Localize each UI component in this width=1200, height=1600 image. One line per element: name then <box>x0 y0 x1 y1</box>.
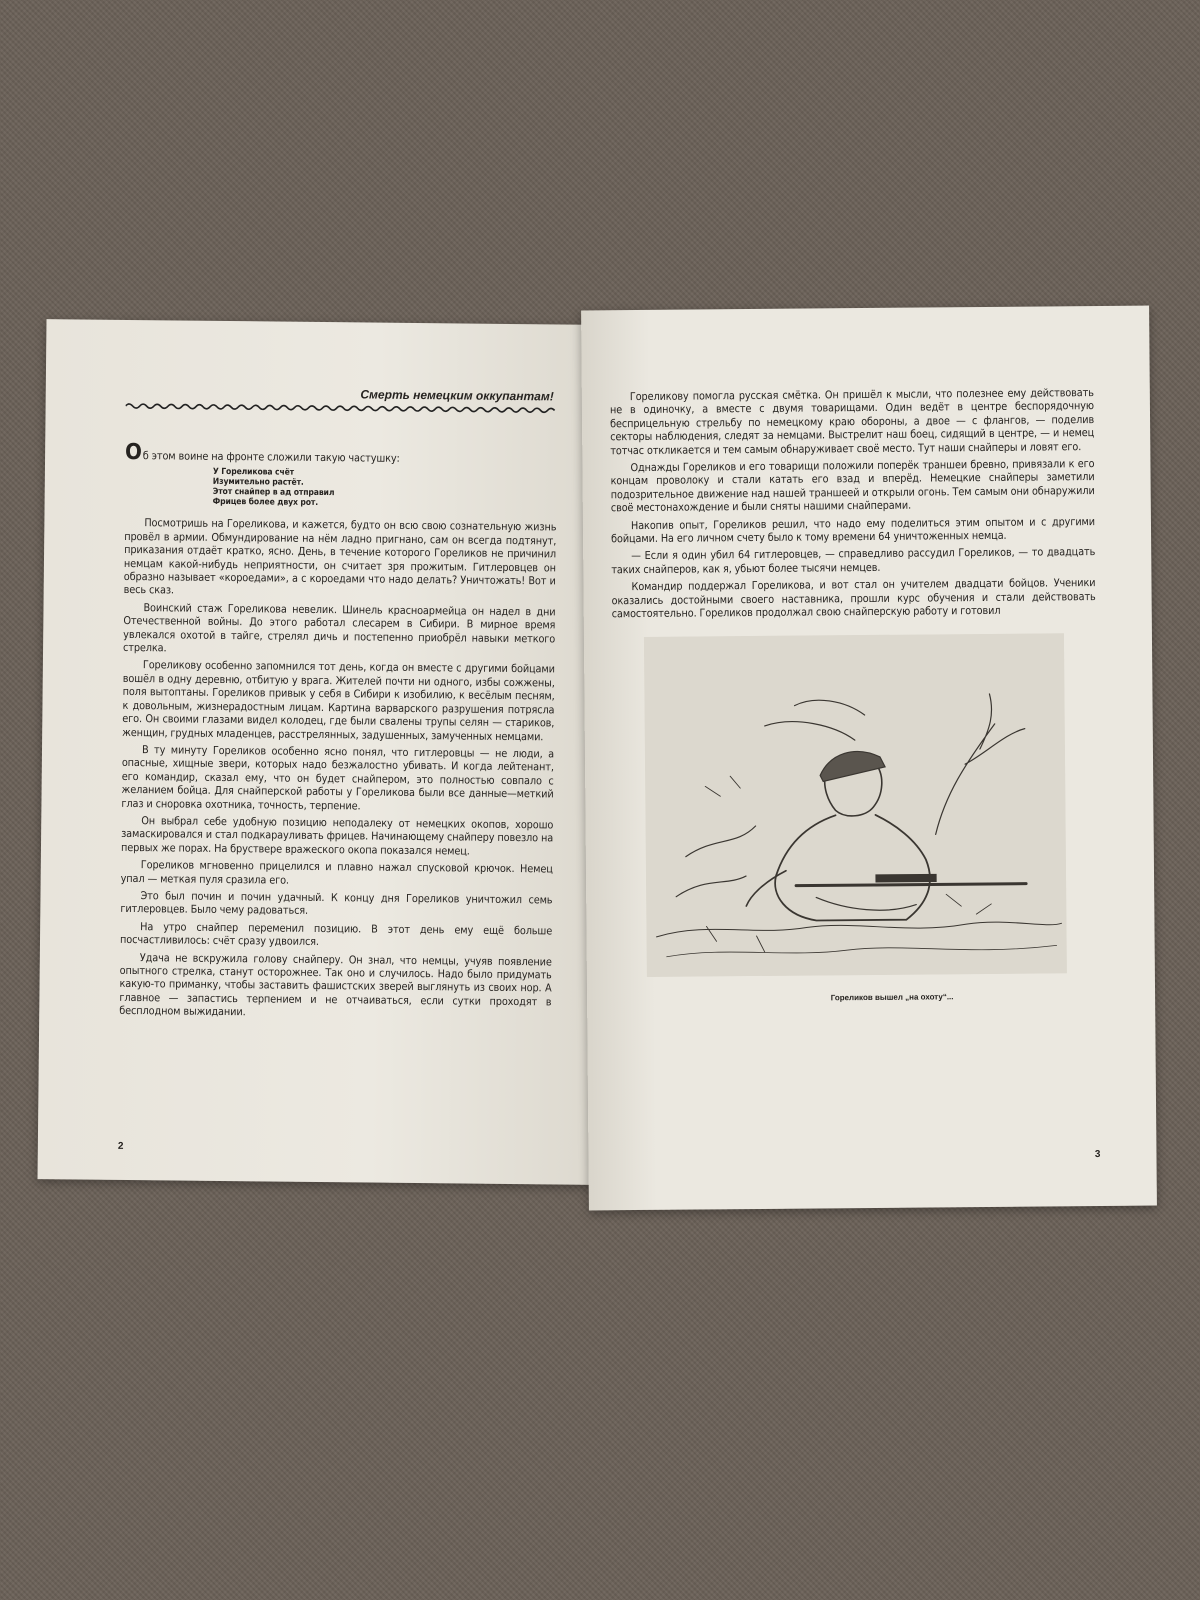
verse-line: У Гореликова счёт <box>212 467 295 479</box>
left-body <box>119 516 556 1022</box>
paragraph: Накопив опыт, Гореликов решил, что надо ему поделиться этим опытом и с другими бойцами. На его личном счету было к тому времени 64 уничтоженных немца. <box>611 514 1095 546</box>
paragraph: — Если я один убил 64 гитлеровцев, — справедливо рассудил Гореликов, — то двадцать таких снайперов, как я, убьют более тысячи немцев. <box>611 545 1096 577</box>
intro-text: б этом воине на фронте сложили такую частушку: <box>142 449 400 465</box>
paragraph: Он выбрал себе удобную позицию неподалеку от немецких окопов, хорошо замаскировался и стал подкарауливать фрицев. Начинающему снайперу повезло на первых же порах. На бруствере вражеского окопа показался немец. <box>120 814 554 858</box>
right-page <box>581 306 1157 1211</box>
paragraph: Это был почин и почин удачный. К концу дня Гореликов уничтожил семь гитлеровцев. Было чему радоваться. <box>120 889 553 918</box>
wavy-rule <box>126 401 558 416</box>
paragraph: На утро снайпер переменил позицию. В этот день ему ещё больше посчастливилось: счёт сразу удвоился. <box>119 919 553 949</box>
sniper-illustration <box>644 633 1067 977</box>
page-number: 2 <box>117 1140 124 1152</box>
right-body <box>610 386 1096 621</box>
paragraph: Однажды Гореликов и его товарищи положили поперёк траншеи бревно, привязали к его концам проволоку и стали катать его взад и вперёд. Немецкие снайперы заметили подозрительное движение над нашей траншеей и открыли огонь. Тем самым они обнаружили своё местонахождение и были сняты нашими снайперами. <box>610 457 1095 515</box>
left-page <box>38 319 602 1185</box>
paragraph: Гореликов мгновенно прицелился и плавно нажал спусковой крючок. Немец упал — меткая пуля сразила его. <box>120 858 553 887</box>
figure-caption: Гореликов вышел „на охоту“... <box>830 991 954 1002</box>
paragraph: Гореликову особенно запомнился тот день, когда он вместе с другими бойцами вошёл в одну деревню, отбитую у врага. Жителей почти ни одного, избы сожжены, поля вытоптаны. Гореликов привык у себя в Сибири к изобилию, к весёлым песням, к довольным, жизнерадостным лицам. Картина варварского разрушения потрясла его. Он своими глазами видел колодец, где были свалены трупы селян — стариков, женщин, грудных младенцев, расстрелянных, задушенных, замученных немцами. <box>122 658 555 743</box>
paragraph: Удача не вскружила голову снайперу. Он знал, что немцы, учуяв появление опытного стрелка, станут осторожнее. Так оно и случилось. Надо было придумать какую-то приманку, чтобы заставить фашистских зверей выглянуть из своих нор. А главное — запастись терпением и не отчаиваться, если сутки проходят в бесплодном выжидании. <box>119 950 552 1019</box>
drop-cap: О <box>124 439 142 466</box>
paragraph: Гореликову помогла русская смётка. Он пришёл к мысли, что полезнее ему действовать не в одиночку, а вместе с двумя товарищами. Один ведёт в центре беспорядочную бесприцельную стрельбу по немецкому краю обороны, а двое — с флангов, — поделив секторы наблюдения, следят за немцами. Выстрелит наш боец, сидящий в центре, — и немец тотчас откликается и тем самым обнаруживает своё место. Тут наши снайперы и ловят его. <box>609 386 1095 457</box>
verse-line: Изумительно растёт. <box>212 477 304 489</box>
paragraph: Воинский стаж Гореликова невелик. Шинель красноармейца он надел в дни Отечественной войны. До этого работал слесарем в Сибири. В мирное время увлекался охотой в тайге, стрелял дичь и постепенно приобрёл навыки меткого стрелка. <box>123 600 556 655</box>
paragraph: В ту минуту Гореликов особенно ясно понял, что гитлеровцы — не люди, а опасные, хищные звери, которых надо безжалостно убивать. И когда лейтенант, его командир, сказал ему, что он будет снайпером, это полностью совпало с желанием бойца. Для снайперской работы у Гореликова были все данные—меткий глаз и сноровка охотника, точность, терпение. <box>121 743 555 812</box>
page-header: Смерть немецким оккупантам! <box>360 387 554 404</box>
verse-block <box>213 467 557 511</box>
intro-line <box>124 439 557 467</box>
sniper-sketch-icon <box>644 633 1067 977</box>
verse-line: Фрицев более двух рот. <box>212 497 319 509</box>
verse-line: Этот снайпер в ад отправил <box>212 487 335 499</box>
paragraph: Посмотришь на Гореликова, и кажется, будто он всю свою сознательную жизнь провёл в армии. Обмундирование на нём ладно пригнано, сам он всегда подтянут, приказания отдаёт кратко, ясно. День, в течение которого Гореликов не причинил немцам какой-нибудь неприятности, он считает зря прожитым. Гитлеровцев он образно называет «короедами», а с короедами что надо делать? Уничтожать! Вот и весь сказ. <box>123 516 557 597</box>
page-number: 3 <box>1094 1148 1101 1161</box>
paragraph: Командир поддержал Гореликова, и вот стал он учителем двадцати бойцов. Ученики оказались достойными своего наставника, прошли курс обучения и стали действовать самостоятельно. Гореликов продолжал свою снайперскую работу и готовил <box>611 576 1096 621</box>
